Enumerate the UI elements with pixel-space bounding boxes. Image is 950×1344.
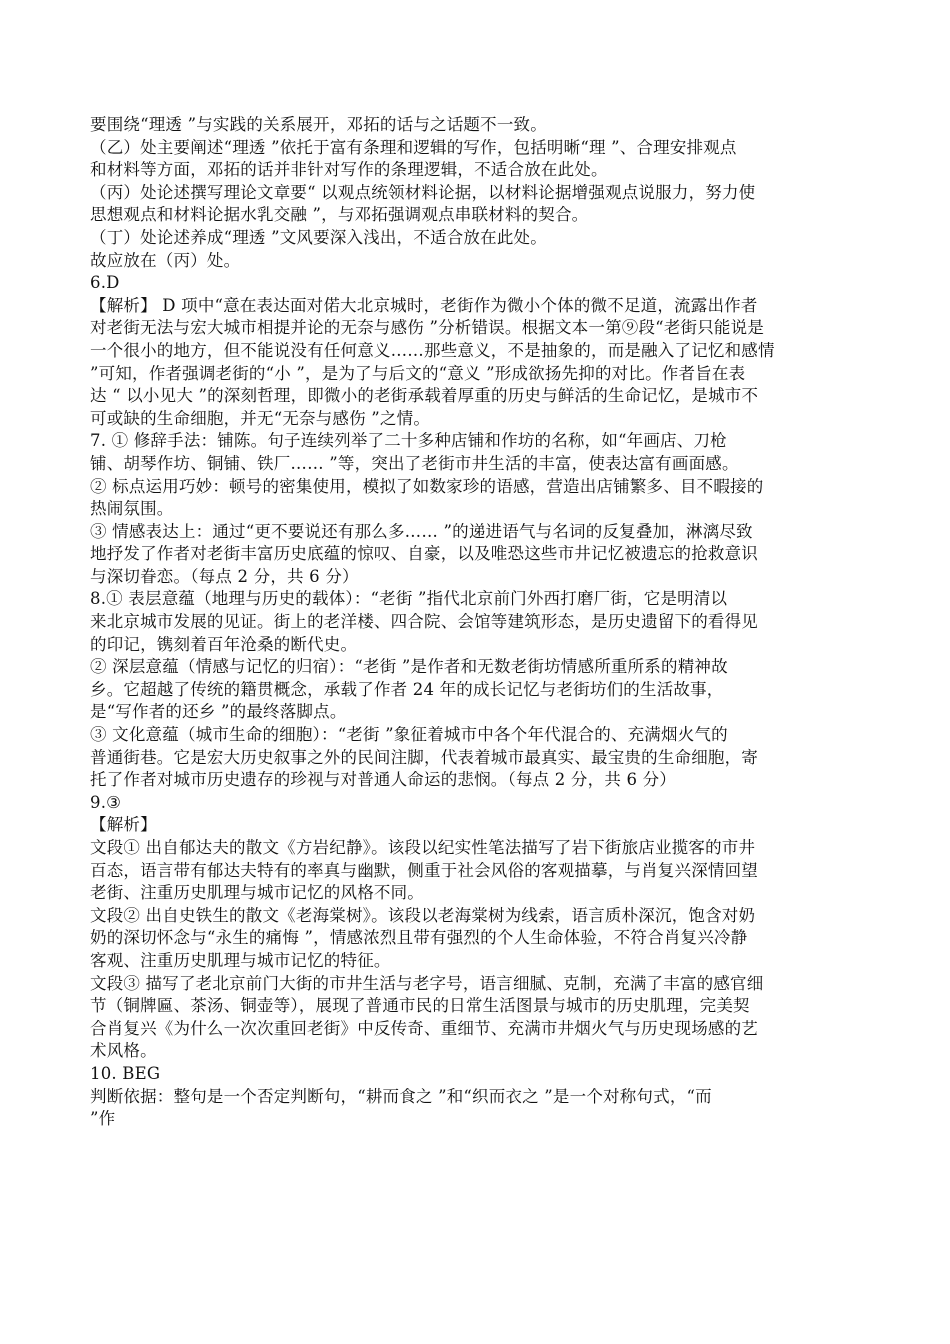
text-line: 8.① 表层意蕴（地理与历史的载体）：“老街 ”指代北京前门外西打磨厂街，它是明清以 <box>90 589 728 609</box>
text-line: 7. ① 修辞手法：铺陈。句子连续列举了二十多种店铺和作坊的名称，如“年画店、刀枪 <box>90 431 727 451</box>
text-line: ”可知，作者强调老街的“小 ”，是为了与后文的“意义 ”形成欲扬先抑的对比。作者旨在表 <box>90 363 746 383</box>
text-line: ② 深层意蕴（情感与记忆的归宿）：“老街 ”是作者和无数老街坊情感所重所系的精神故 <box>90 657 728 677</box>
text-line: 要围绕“理透 ”与实践的关系展开，邓拓的话与之话题不一致。 <box>90 115 547 134</box>
analysis-heading: 【解析】 <box>90 815 157 835</box>
text-line: （乙）处主要阐述“理透 ”依托于富有条理和逻辑的写作，包括明晰“理 ”、合理安排观点 <box>90 137 737 157</box>
text-line: 奶的深切怀念与“永生的痛悔 ”，情感浓烈且带有强烈的个人生命体验，不符合肖复兴冷静 <box>90 928 748 948</box>
text-line: （丁）处论述养成“理透 ”文风要深入浅出，不适合放在此处。 <box>90 227 547 247</box>
text-line: 合肖复兴《为什么一次次重回老街》中反传奇、重细节、充满市井烟火气与历史现场感的艺 <box>90 1018 758 1038</box>
text-line: 故应放在（丙）处。 <box>90 250 241 270</box>
text-line: 【解析】 D 项中“意在表达面对偌大北京城时，老街作为微小个体的微不足道，流露出作者 <box>90 295 758 315</box>
text-line: 是“写作者的还乡 ”的最终落脚点。 <box>90 702 347 722</box>
text-line: 术风格。 <box>90 1041 157 1061</box>
question-number: 9.③ <box>90 792 122 812</box>
text-line: 热闹氛围。 <box>90 499 174 519</box>
text-line: 铺、胡琴作坊、铜铺、铁厂…… ”等，突出了老街市井生活的丰富，使表达富有画面感。 <box>90 453 739 473</box>
text-line: 的印记，镌刻着百年沧桑的断代史。 <box>90 634 358 654</box>
text-line: 乡。它超越了传统的籍贯概念，承载了作者 24 年的成长记忆与老街坊们的生活故事， <box>90 679 724 699</box>
answer-text-block <box>90 114 865 1131</box>
text-line: 客观、注重历史肌理与城市记忆的特征。 <box>90 950 391 970</box>
text-line: ③ 情感表达上：通过“更不要说还有那么多…… ”的递进语气与名词的反复叠加，淋漓尽致 <box>90 521 753 541</box>
text-line: 文段② 出自史铁生的散文《老海棠树》。该段以老海棠树为线索，语言质朴深沉，饱含对奶 <box>90 905 756 925</box>
text-line: 普通街巷。它是宏大历史叙事之外的民间注脚，代表着城市最真实、最宝贵的生命细胞，寄 <box>90 747 758 767</box>
text-line: 文段① 出自郁达夫的散文《方岩纪静》。该段以纪实性笔法描写了岩下街旅店业揽客的市井 <box>90 838 756 857</box>
text-line: 托了作者对城市历史遗存的珍视与对普通人命运的悲悯。（每点 2 分，共 6 分） <box>90 770 677 790</box>
text-line: 达 “ 以小见大 ”的深刻哲理，即微小的老街承载着厚重的历史与鲜活的生命记忆，是城市不 <box>90 386 759 406</box>
question-number: 6.D <box>90 273 120 293</box>
text-line: 来北京城市发展的见证。街上的老洋楼、四合院、会馆等建筑形态，是历史遗留下的看得见 <box>90 612 758 632</box>
text-line: 思想观点和材料论据水乳交融 ”，与邓拓强调观点串联材料的契合。 <box>90 205 589 225</box>
text-line: 节（铜牌匾、茶汤、铜壶等），展现了普通市民的日常生活图景与城市的历史肌理，完美契 <box>90 996 750 1016</box>
text-line: 可或缺的生命细胞，并无“无奈与感伤 ”之情。 <box>90 408 431 428</box>
text-line: 和材料等方面，邓拓的话并非针对写作的条理逻辑，不适合放在此处。 <box>90 160 608 180</box>
text-line: ② 标点运用巧妙：顿号的密集使用，模拟了如数家珍的语感，营造出店铺繁多、目不暇接的 <box>90 476 764 496</box>
text-line: 判断依据：整句是一个否定判断句，“耕而食之 ”和“织而衣之 ”是一个对称句式，“而 <box>90 1086 712 1106</box>
text-line: 老街、注重历史肌理与城市记忆的风格不同。 <box>90 883 424 903</box>
text-line: 与深切眷恋。（每点 2 分，共 6 分） <box>90 566 359 586</box>
text-line: （丙）处论述撰写理论文章要“ 以观点统领材料论据，以材料论据增强观点说服力，努力使 <box>90 182 756 202</box>
text-line: ③ 文化意蕴（城市生命的细胞）：“老街 ”象征着城市中各个年代混合的、充满烟火气的 <box>90 725 728 745</box>
question-number: 10. BEG <box>90 1063 161 1083</box>
text-line: ”作 <box>90 1109 116 1129</box>
text-line: 一个很小的地方，但不能说没有任何意义……那些意义，不是抽象的，而是融入了记忆和感情 <box>90 340 775 360</box>
text-line: 百态，语言带有郁达夫特有的率真与幽默，侧重于社会风俗的客观描摹，与肖复兴深情回望 <box>90 860 758 880</box>
text-line: 文段③ 描写了老北京前门大街的市井生活与老字号，语言细腻、克制，充满了丰富的感官细 <box>90 973 764 993</box>
text-line: 地抒发了作者对老街丰富历史底蕴的惊叹、自豪，以及唯恐这些市井记忆被遗忘的抢救意识 <box>90 544 758 564</box>
text-line: 对老街无法与宏大城市相提并论的无奈与感伤 ”分析错误。根据文本一第⑨段“老街只能说是 <box>90 318 765 338</box>
